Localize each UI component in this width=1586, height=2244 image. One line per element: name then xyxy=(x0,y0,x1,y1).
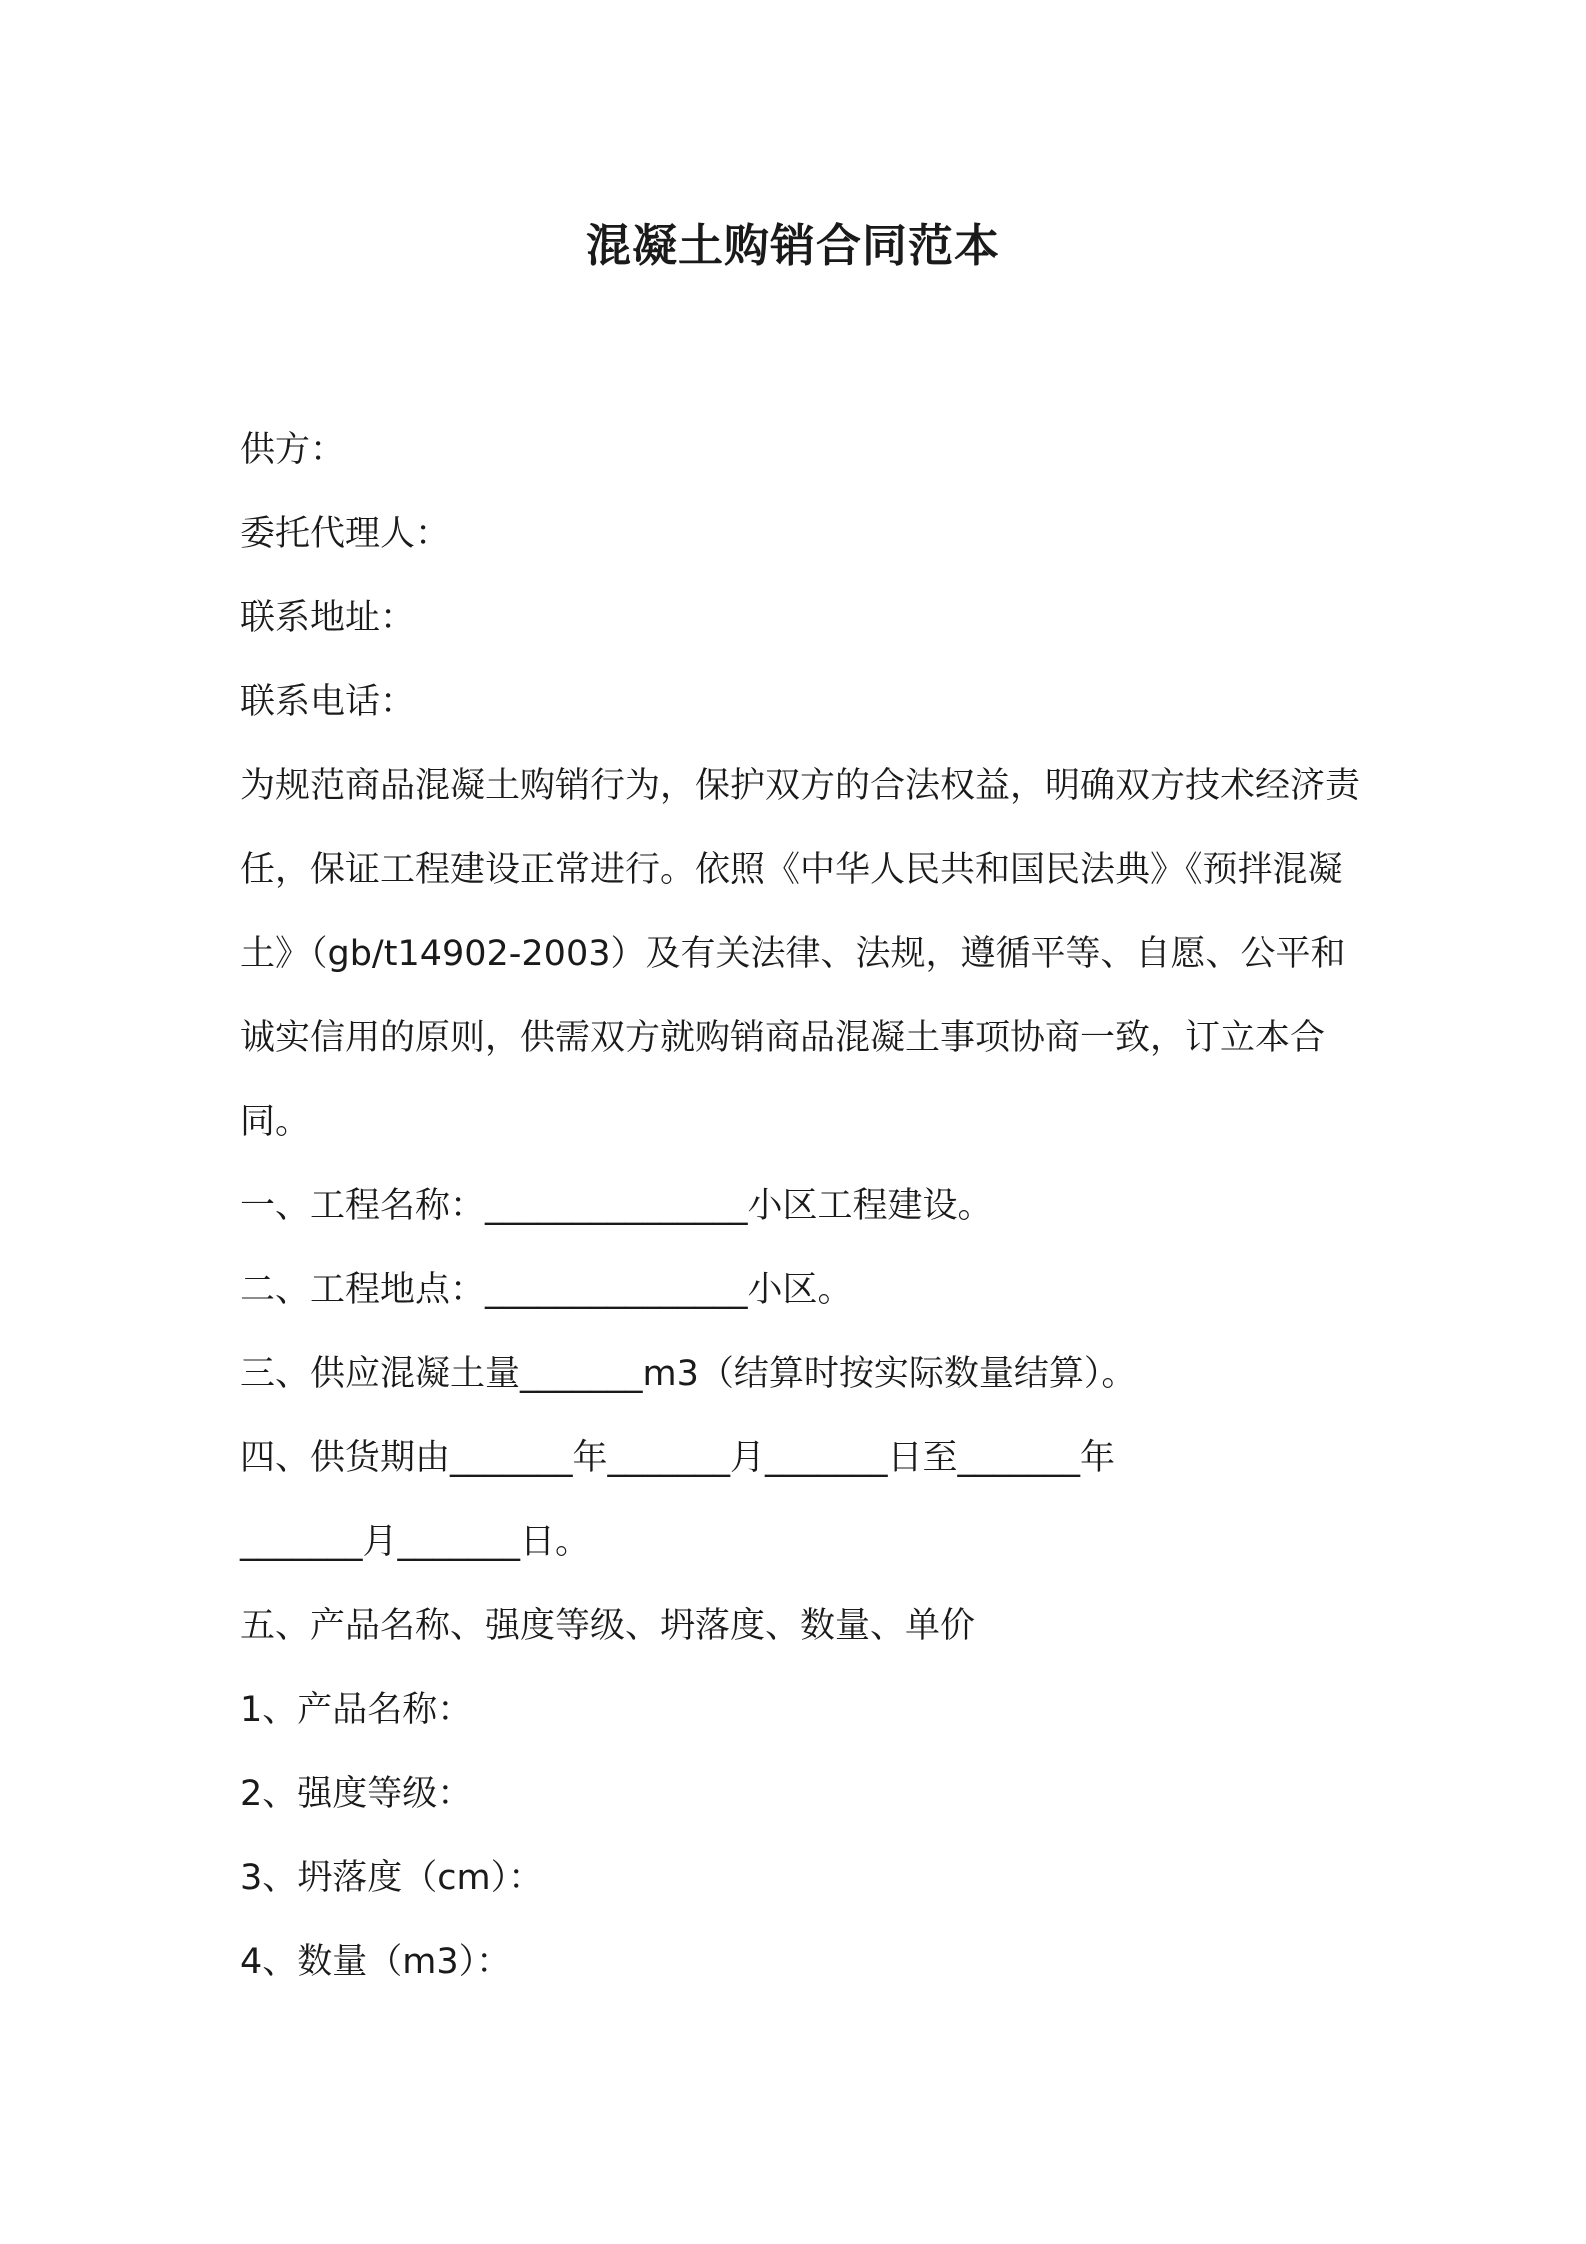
address-field: 联系地址： xyxy=(240,598,416,638)
document-title: 混凝土购销合同范本 xyxy=(585,219,1000,272)
clause-supply-quantity: 三、供应混凝土量_______m3（结算时按实际数量结算）。 xyxy=(240,1354,1137,1394)
item-strength-grade: 2、强度等级： xyxy=(240,1774,473,1814)
item-slump: 3、坍落度（cm）： xyxy=(240,1858,544,1898)
clause-delivery-period-line2: _______月_______日。 xyxy=(240,1522,591,1562)
clause-product-heading: 五、产品名称、强度等级、坍落度、数量、单价 xyxy=(240,1606,976,1646)
item-product-name: 1、产品名称： xyxy=(240,1690,473,1730)
clause-delivery-period-line1: 四、供货期由_______年_______月_______日至_______年 xyxy=(240,1438,1116,1478)
phone-field: 联系电话： xyxy=(240,682,416,722)
clause-project-name: 一、工程名称：_______________小区工程建设。 xyxy=(240,1186,993,1226)
agent-field: 委托代理人： xyxy=(240,514,451,554)
clause-project-location: 二、工程地点：_______________小区。 xyxy=(240,1270,853,1310)
supplier-field: 供方： xyxy=(240,430,346,470)
document-body xyxy=(240,408,1360,2004)
intro-paragraph: 为规范商品混凝土购销行为，保护双方的合法权益，明确双方技术经济责任，保证工程建设正常进行。依照《中华人民共和国民法典》《预拌混凝土》（gb/t14902-2003）及有关法律、法规，遵循平等、自愿、公平和诚实信用的原则，供需双方就购销商品混凝土事项协商一致，订立本合同。 xyxy=(240,766,1361,1142)
item-quantity: 4、数量（m3）： xyxy=(240,1942,512,1982)
